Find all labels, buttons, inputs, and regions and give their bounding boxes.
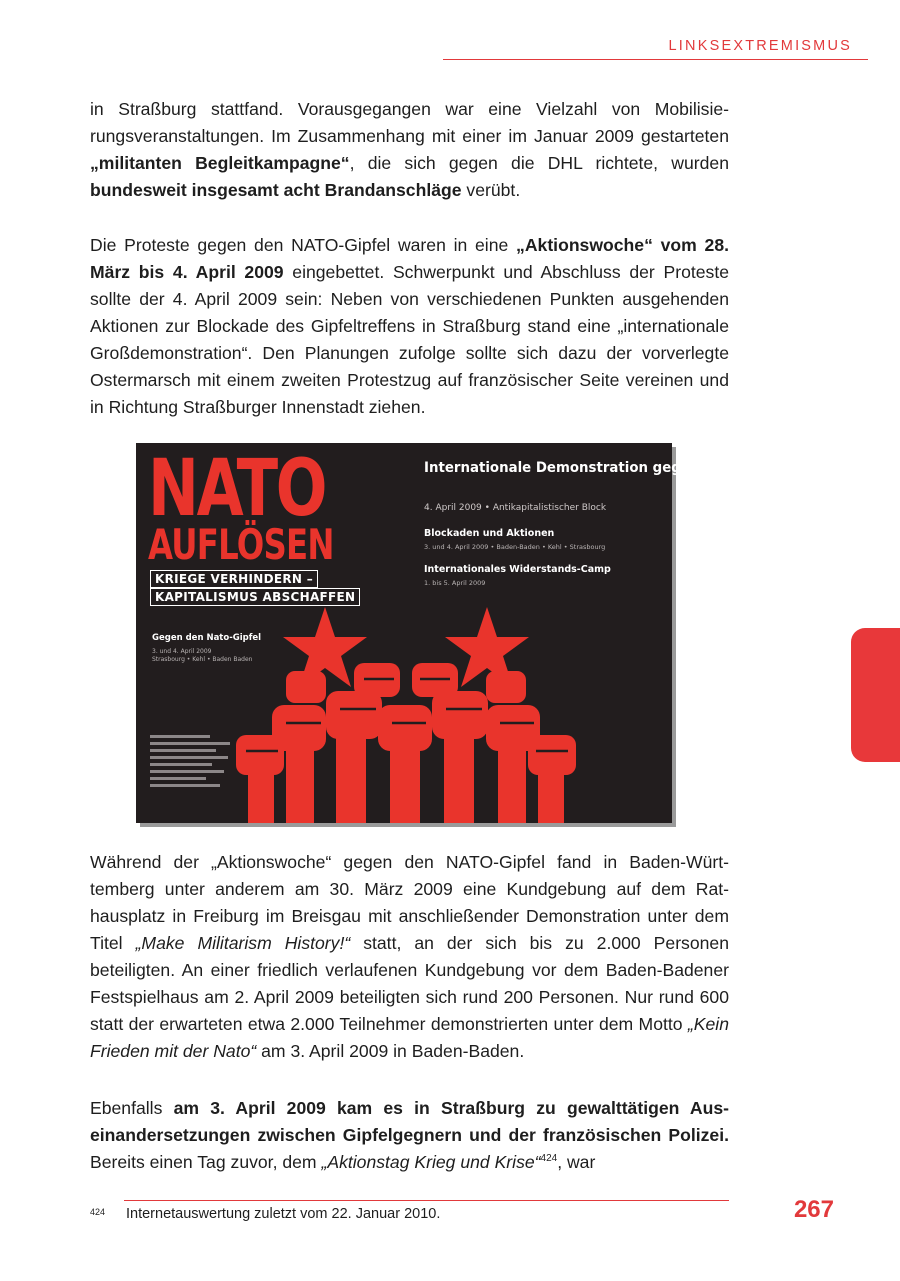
text-segment: Während der „Aktionswoche“ gegen den NATO-Gipfel fand in Baden-Württemberg unter anderem am 30. März 2009 eine Kundgebung auf dem Rathausplatz in Freiburg im Breisgau mit anschließender Demonstration unter dem Titel bbox=[90, 852, 729, 953]
poster-blockaden-heading: Blockaden und Aktionen bbox=[424, 528, 555, 539]
poster-left-detail: Strasbourg • Kehl • Baden Baden bbox=[152, 656, 253, 663]
fine-print-line bbox=[150, 756, 228, 759]
poster-right-date: 4. April 2009 • Antikapitalistischer Block bbox=[424, 503, 607, 513]
poster-headline-nato: NATO bbox=[148, 444, 326, 534]
text-segment: in Straßburg stattfand. Vorausgegangen war eine Vielzahl von Mobilisierungsveranstaltungen. Im Zusammenhang mit einer im Januar 2009 gestarteten bbox=[90, 99, 729, 146]
protest-poster-image bbox=[136, 443, 823, 823]
poster-right-title: Internationale Demonstration gegen den Nato-Gipfel bbox=[424, 460, 823, 476]
paragraph-1 bbox=[90, 96, 729, 204]
chapter-side-tab bbox=[851, 628, 900, 762]
poster-headline-aufloesen: AUFLÖSEN bbox=[148, 520, 334, 569]
fine-print-line bbox=[150, 784, 220, 787]
text-segment: Bereits einen Tag zuvor, dem bbox=[90, 1152, 322, 1172]
italic-segment: „Make Militarism History!“ bbox=[135, 933, 351, 953]
text-segment: statt, an der sich bis zu 2.000 Personen beteiligten. An einer friedlich verlaufenen Kundgebung vor dem Baden-Badener Festspielhaus am 2. April 2009 beteiligten sich rund 200 Personen. Nur rund 600 statt der erwarteten etwa 2.000 Teilnehmer demonstrierten unter dem Motto bbox=[90, 933, 729, 1034]
section-title: LINKSEXTREMISMUS bbox=[668, 38, 852, 54]
fine-print-line bbox=[150, 749, 216, 752]
fine-print-line bbox=[150, 777, 206, 780]
poster-blockaden-detail: 3. und 4. April 2009 • Baden-Baden • Kehl • Strasbourg bbox=[424, 543, 606, 551]
text-segment: Ebenfalls bbox=[90, 1098, 174, 1118]
footnote-number: 424 bbox=[90, 1207, 106, 1217]
page-number: 267 bbox=[793, 1196, 834, 1223]
poster-slogan-1: KRIEGE VERHINDERN – bbox=[150, 570, 318, 588]
footnote-reference[interactable]: 424 bbox=[540, 1153, 558, 1165]
poster-fine-print bbox=[150, 735, 240, 791]
paragraph-2 bbox=[90, 232, 729, 421]
footer-rule bbox=[124, 1200, 729, 1201]
text-segment: eingebettet. Schwerpunkt und Abschluss der Proteste sollte der 4. April 2009 sein: Neben von verschiedenen Punkten ausgehenden Aktionen zur Blockade des Gipfeltreffens in Straßburg stand eine „internationale Großdemonstration“. Den Planungen zufolge sollte sich dazu der vorverlegte Ostermarsch mit einem zweiten Protestzug auf französischer Seite vereinen und in Richtung Straßburger Innenstadt ziehen. bbox=[90, 262, 729, 417]
footnote-text: Internetauswertung zuletzt vom 22. Januar 2010. bbox=[126, 1206, 441, 1222]
fine-print-line bbox=[150, 742, 230, 745]
bold-segment: am 3. April 2009 kam es in Straßburg zu gewalttätigen Auseinandersetzungen zwischen Gipfelgegnern und der französischen Polizei. bbox=[90, 1098, 730, 1145]
text-segment: Die Proteste gegen den NATO-Gipfel waren in eine bbox=[90, 235, 517, 255]
poster-left-detail: 3. und 4. April 2009 bbox=[152, 648, 212, 655]
header-rule bbox=[443, 59, 868, 60]
text-segment: , die sich gegen die DHL richtete, wurden bbox=[349, 153, 729, 173]
bold-segment: „Aktionswoche“ vom 28. März bis 4. April 2009 bbox=[90, 235, 729, 282]
fine-print-line bbox=[150, 770, 224, 773]
paragraph-3 bbox=[90, 849, 729, 1065]
italic-segment: „Aktionstag Krieg und Krise“ bbox=[321, 1152, 541, 1172]
poster-camp-heading: Internationales Widerstands-Camp bbox=[424, 564, 611, 575]
italic-segment: „Kein Frieden mit der Nato“ bbox=[90, 1014, 729, 1061]
text-segment: am 3. April 2009 in Baden-Baden. bbox=[256, 1041, 525, 1061]
bold-segment: „militanten Begleitkampagne“ bbox=[90, 153, 350, 173]
poster-left-heading: Gegen den Nato-Gipfel bbox=[152, 633, 262, 643]
fine-print-line bbox=[150, 735, 210, 738]
fine-print-line bbox=[150, 763, 212, 766]
poster-slogan-2: KAPITALISMUS ABSCHAFFEN bbox=[150, 588, 360, 606]
bold-segment: bundesweit insgesamt acht Brandanschläge bbox=[90, 180, 462, 200]
text-segment: verübt. bbox=[461, 180, 521, 200]
text-segment: , war bbox=[557, 1152, 596, 1172]
poster-camp-detail: 1. bis 5. April 2009 bbox=[424, 579, 486, 587]
paragraph-4 bbox=[90, 1095, 729, 1176]
